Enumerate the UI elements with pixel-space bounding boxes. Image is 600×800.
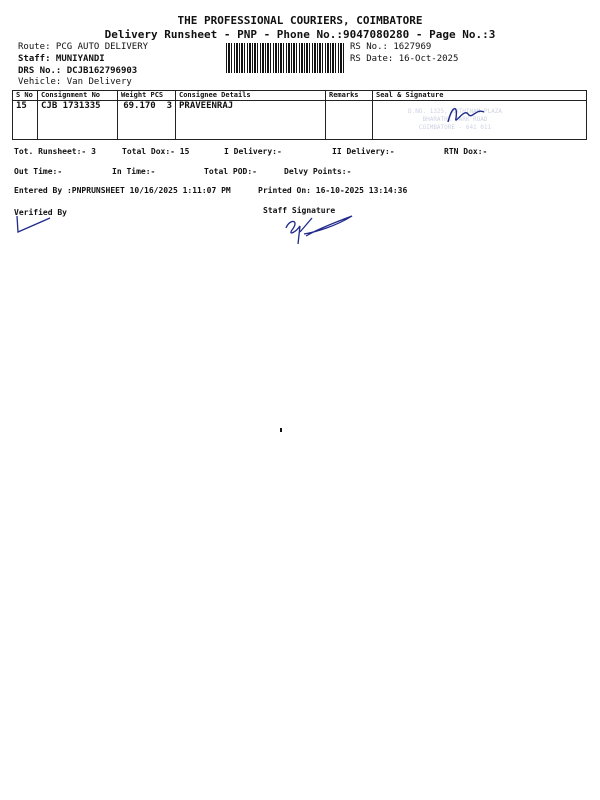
header-remarks: Remarks xyxy=(326,91,373,101)
tot-runsheet: Tot. Runsheet:- 3 xyxy=(14,147,96,156)
vehicle-text: Vehicle: Van Delivery xyxy=(18,77,132,87)
in-time: In Time:- xyxy=(112,167,156,176)
barcode xyxy=(226,43,344,73)
printed-on: Printed On: 16-10-2025 13:14:36 xyxy=(258,186,408,195)
entered-by: Entered By :PNPRUNSHEET 10/16/2025 1:11:07 PM xyxy=(14,186,231,195)
stamp-line: D.NO. 1325, RATHINAM PLAZA xyxy=(408,108,502,115)
delvy-points: Delvy Points:- xyxy=(284,167,352,176)
scan-mark xyxy=(280,428,282,432)
header-seal-signature: Seal & Signature xyxy=(373,91,587,101)
row-weight: 69.170 xyxy=(123,101,156,111)
row-consignee: PRAVEENRAJ xyxy=(176,101,326,140)
rs-number: RS No.: 1627969 xyxy=(350,42,432,52)
ii-delivery: II Delivery:- xyxy=(332,147,395,156)
seal-signature-scribble xyxy=(440,100,490,130)
total-pod: Total POD:- xyxy=(204,167,257,176)
rtn-dox: RTN Dox:- xyxy=(444,147,488,156)
runsheet-subtitle: Delivery Runsheet - PNP - Phone No.:9047080280 - Page No.:3 xyxy=(104,28,496,41)
row-sno: 15 xyxy=(13,101,38,140)
stamp-line: BHARATHI PARK ROAD xyxy=(422,116,488,123)
total-dox: Total Dox:- 15 xyxy=(122,147,190,156)
rs-date: RS Date: 16-Oct-2025 xyxy=(350,54,459,64)
header-consignee: Consignee Details xyxy=(176,91,326,101)
row-remarks xyxy=(326,101,373,140)
header-weight-pcs: Weight PCS xyxy=(118,91,176,101)
staff-signature xyxy=(276,212,358,248)
row-consignment: CJB 1731335 xyxy=(38,101,118,140)
staff-signature-label: Staff Signature xyxy=(263,206,336,215)
verified-by-label: Verified By xyxy=(14,208,67,217)
stamp-line: COIMBATORE - 641 011 xyxy=(418,124,492,131)
drs-number: DRS No.: DCJB162796903 xyxy=(18,66,138,76)
row-weight-pcs xyxy=(118,101,176,140)
staff-text: Staff: MUNIYANDI xyxy=(18,54,105,64)
i-delivery: I Delivery:- xyxy=(224,147,282,156)
company-title: THE PROFESSIONAL COURIERS, COIMBATORE xyxy=(177,14,423,27)
row-pcs: 3 xyxy=(166,101,172,111)
verifier-signature xyxy=(14,214,54,236)
out-time: Out Time:- xyxy=(14,167,63,176)
route-text: Route: PCG AUTO DELIVERY xyxy=(18,42,149,52)
header-consignment: Consignment No xyxy=(38,91,118,101)
header-sno: S No xyxy=(13,91,38,101)
